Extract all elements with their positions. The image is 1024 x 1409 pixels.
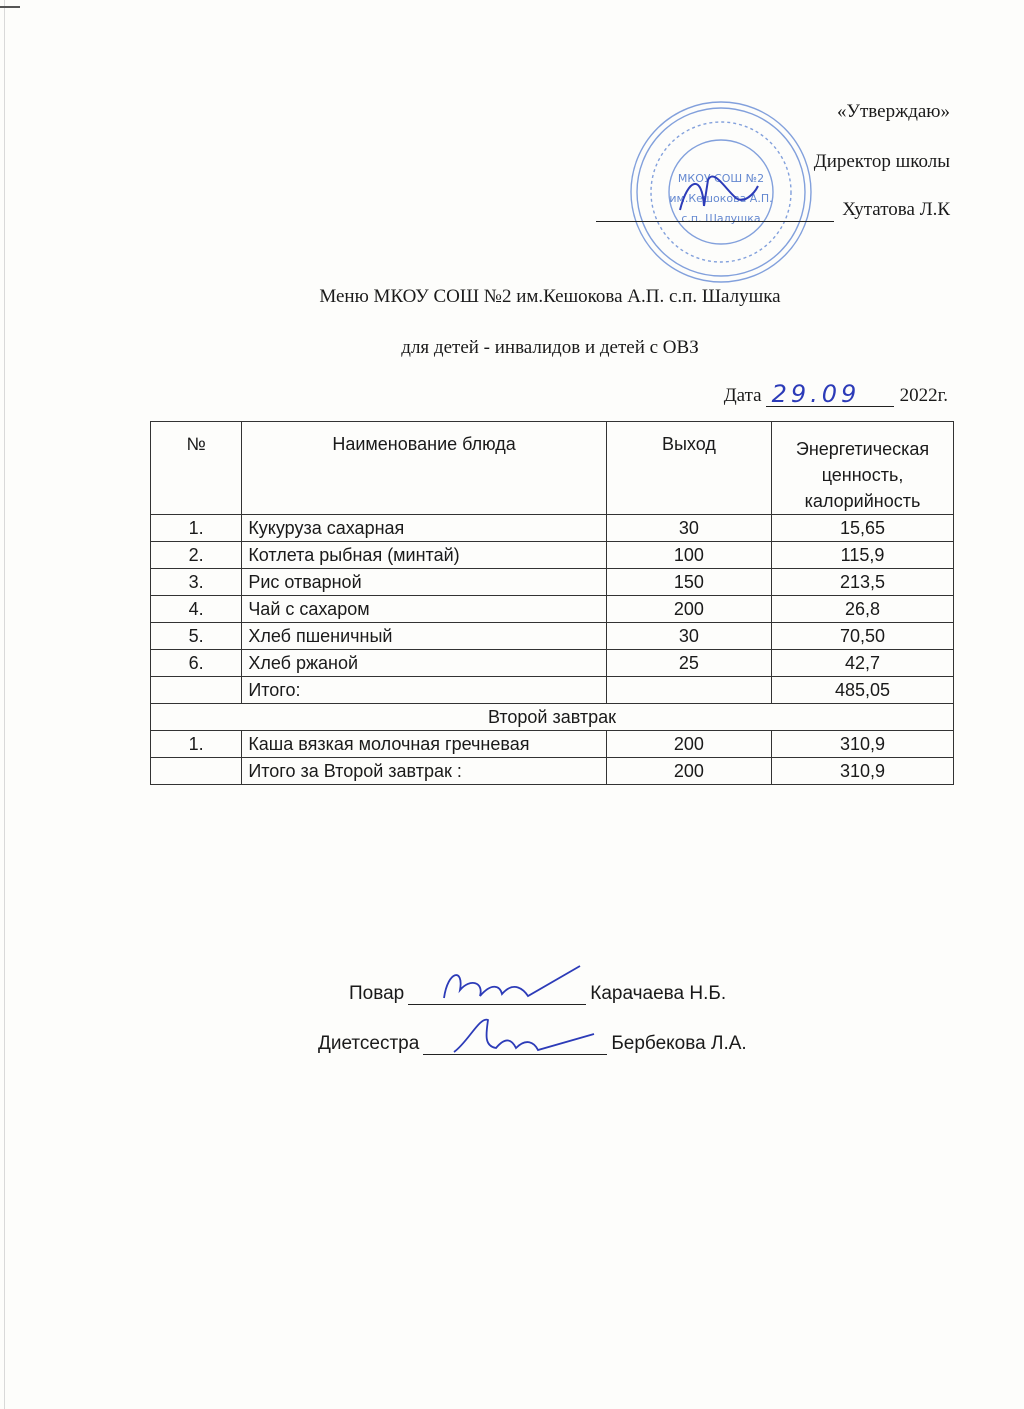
cook-label: Повар xyxy=(349,983,405,1004)
dietitian-label: Диетсестра xyxy=(318,1033,420,1054)
approval-block xyxy=(596,100,950,222)
row-dish: Каша вязкая молочная гречневая xyxy=(242,731,607,758)
section-row xyxy=(151,704,954,731)
stamp-line-2: им.Кешокова А.П. xyxy=(669,192,773,205)
menu-subtitle: для детей - инвалидов и детей с ОВЗ xyxy=(401,337,699,358)
signature-blank xyxy=(596,203,834,222)
total-label: Итого: xyxy=(242,677,607,704)
date-label: Дата xyxy=(723,385,762,406)
second-total-label: Итого за Второй завтрак : xyxy=(242,758,607,785)
approval-signer: Хутатова Л.К xyxy=(842,199,950,220)
row-energy: 42,7 xyxy=(772,650,954,677)
row-num: 5. xyxy=(151,623,242,650)
table-row xyxy=(151,542,954,569)
row-dish: Чай с сахаром xyxy=(242,596,607,623)
table-row xyxy=(151,515,954,542)
row-num: 6. xyxy=(151,650,242,677)
row-energy: 213,5 xyxy=(772,569,954,596)
date-row xyxy=(723,380,948,408)
second-total-row xyxy=(151,758,954,785)
row-dish: Хлеб пшеничный xyxy=(242,623,607,650)
row-energy: 15,65 xyxy=(772,515,954,542)
approval-heading: «Утверждаю» xyxy=(837,101,950,122)
stamp-line-1: МКОУ СОШ №2 xyxy=(677,172,765,185)
scan-mark xyxy=(0,6,20,8)
cook-name: Карачаева Н.Б. xyxy=(590,983,727,1004)
table-row xyxy=(151,569,954,596)
row-dish: Рис отварной xyxy=(242,569,607,596)
approval-signature-row xyxy=(596,198,950,222)
row-yield: 150 xyxy=(606,569,771,596)
second-total-energy: 310,9 xyxy=(772,758,954,785)
dietitian-signature xyxy=(446,1012,606,1056)
row-yield: 25 xyxy=(606,650,771,677)
row-num: 4. xyxy=(151,596,242,623)
total-num xyxy=(151,677,242,704)
section-second-breakfast: Второй завтрак xyxy=(151,704,954,731)
row-yield: 200 xyxy=(606,731,771,758)
table-row xyxy=(151,731,954,758)
page-edge-line xyxy=(4,0,5,1409)
row-energy: 70,50 xyxy=(772,623,954,650)
dietitian-name: Бербекова Л.А. xyxy=(611,1033,747,1054)
date-blank xyxy=(766,380,894,408)
total-yield xyxy=(606,677,771,704)
total-energy: 485,05 xyxy=(772,677,954,704)
menu-title: Меню МКОУ СОШ №2 им.Кешокова А.П. с.п. Шалушка xyxy=(319,286,781,307)
cook-signature xyxy=(430,960,590,1006)
approval-position: Директор школы xyxy=(813,151,950,172)
row-energy: 310,9 xyxy=(772,731,954,758)
row-num: 1. xyxy=(151,515,242,542)
row-yield: 30 xyxy=(606,515,771,542)
row-num: 3. xyxy=(151,569,242,596)
row-yield: 100 xyxy=(606,542,771,569)
row-yield: 200 xyxy=(606,596,771,623)
row-energy: 115,9 xyxy=(772,542,954,569)
stamp-line-3: с.п. Шалушка xyxy=(681,212,761,225)
table-row xyxy=(151,623,954,650)
row-num: 2. xyxy=(151,542,242,569)
date-suffix: 2022г. xyxy=(899,385,948,406)
row-dish: Кукуруза сахарная xyxy=(242,515,607,542)
table-row xyxy=(151,650,954,677)
row-num: 1. xyxy=(151,731,242,758)
col-header-num: № xyxy=(151,422,242,515)
table-row xyxy=(151,596,954,623)
col-header-yield: Выход xyxy=(606,422,771,515)
table-header-row xyxy=(151,422,954,515)
row-energy: 26,8 xyxy=(772,596,954,623)
col-header-dish: Наименование блюда xyxy=(242,422,607,515)
row-yield: 30 xyxy=(606,623,771,650)
total-row xyxy=(151,677,954,704)
second-total-yield: 200 xyxy=(606,758,771,785)
row-dish: Хлеб ржаной xyxy=(242,650,607,677)
menu-table xyxy=(150,421,954,785)
second-total-num xyxy=(151,758,242,785)
col-header-energy: Энергетическая ценность, калорийность xyxy=(772,422,954,515)
date-handwritten: 29.09 xyxy=(771,380,861,408)
row-dish: Котлета рыбная (минтай) xyxy=(242,542,607,569)
